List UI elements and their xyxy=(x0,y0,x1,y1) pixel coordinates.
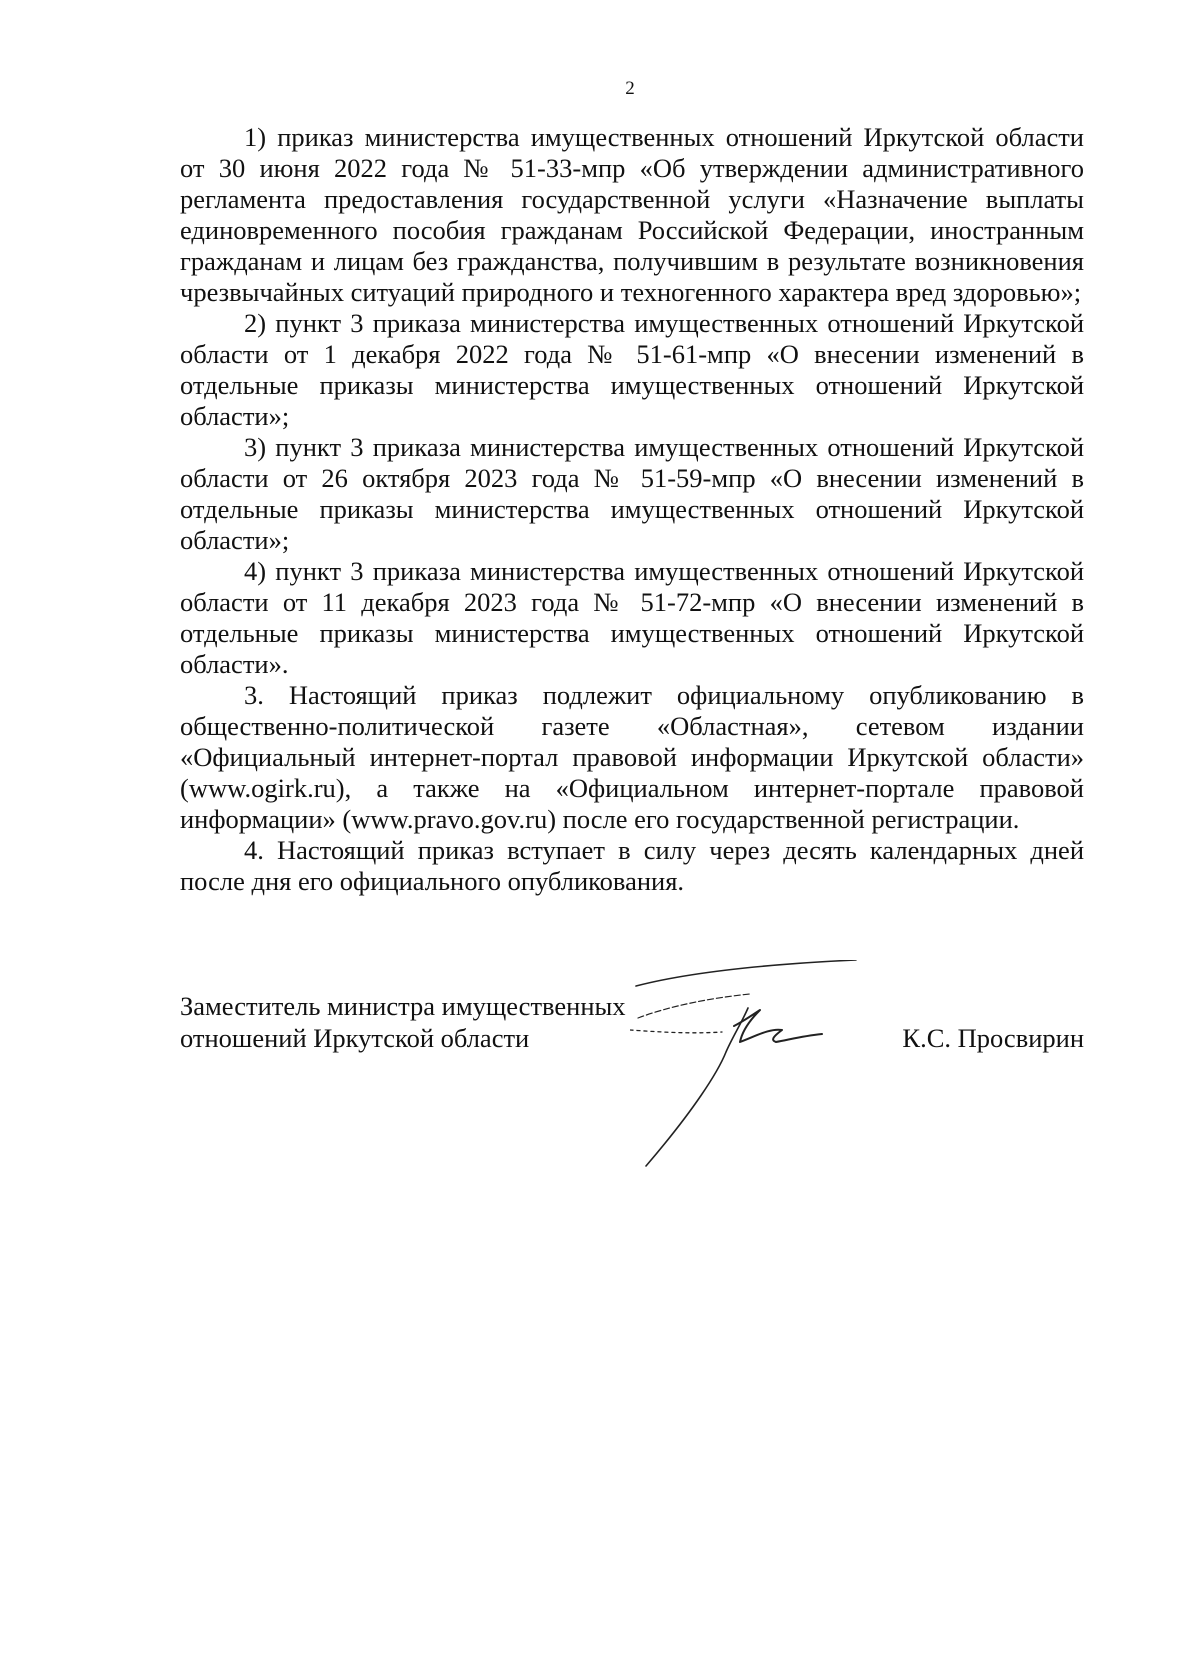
signatory-position-line-2: отношений Иркутской области xyxy=(180,1023,530,1053)
document-body xyxy=(180,122,1084,897)
paragraph-item-3: 3) пункт 3 приказа министерства имущественных отношений Иркутской области от 26 октября 2023 года № 51-59-мпр «О внесении изменений в отдельные приказы министерства имущественных отношений Иркутской области»; xyxy=(180,432,1084,555)
paragraph-item-4: 4) пункт 3 приказа министерства имущественных отношений Иркутской области от 11 декабря 2023 года № 51-72-мпр «О внесении изменений в отдельные приказы министерства имущественных отношений Иркутской области». xyxy=(180,556,1084,679)
signatory-position-line-1: Заместитель министра имущественных xyxy=(180,991,626,1021)
signatory-name: К.С. Просвирин xyxy=(902,1023,1084,1053)
handwritten-signature xyxy=(630,960,900,1170)
signatory-position xyxy=(180,990,650,1054)
paragraph-3-publication: 3. Настоящий приказ подлежит официальному опубликованию в общественно-политической газете «Областная», сетевом издании «Официальный интернет-портал правовой информации Иркутской области» (www.ogirk.ru), а также на «Официальном интернет-портале правовой информации» (www.pravo.gov.ru) после его государственной регистрации. xyxy=(180,680,1084,834)
paragraph-item-1: 1) приказ министерства имущественных отношений Иркутской области от 30 июня 2022 года № 51-33-мпр «Об утверждении административного регламента предоставления государственной услуги «Назначение выплаты единовременного пособия гражданам Российской Федерации, иностранным гражданам и лицам без гражданства, получившим в результате возникновения чрезвычайных ситуаций природного и техногенного характера вред здоровью»; xyxy=(180,122,1084,307)
paragraph-4-effective: 4. Настоящий приказ вступает в силу через десять календарных дней после дня его официального опубликования. xyxy=(180,835,1084,896)
page-number: 2 xyxy=(625,78,635,99)
paragraph-item-2: 2) пункт 3 приказа министерства имущественных отношений Иркутской области от 1 декабря 2022 года № 51-61-мпр «О внесении изменений в отдельные приказы министерства имущественных отношений Иркутской области»; xyxy=(180,308,1084,431)
